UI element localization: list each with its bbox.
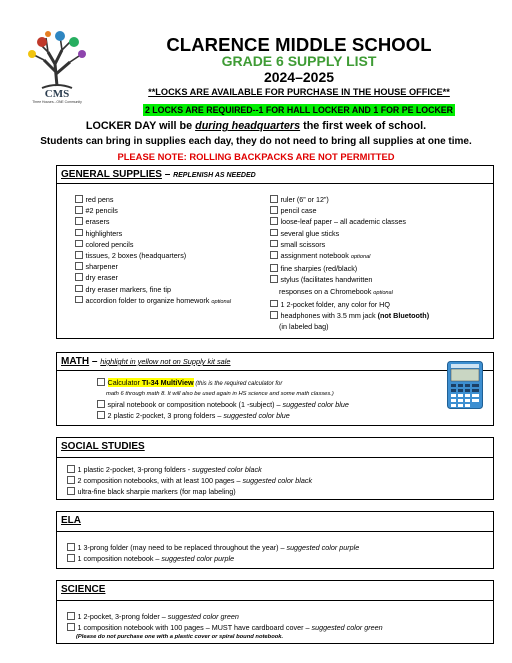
checkbox-icon[interactable] [97, 400, 105, 408]
list-item[interactable]: several glue sticks [270, 228, 429, 239]
ela-title: ELA [61, 515, 81, 526]
svg-text:CMS: CMS [44, 88, 70, 100]
list-item[interactable]: dry eraser markers, fine tip [75, 284, 231, 295]
list-item[interactable]: #2 pencils [75, 205, 231, 216]
checkbox-icon[interactable] [75, 273, 83, 281]
general-supplies-title: GENERAL SUPPLIES – REPLENISH AS NEEDED [61, 169, 256, 180]
checkbox-icon[interactable] [270, 206, 278, 214]
locker-day-note: LOCKER DAY will be during headquarters the first week of school. [85, 120, 427, 132]
calculator-icon [447, 361, 483, 409]
school-name: CLARENCE MIDDLE SCHOOL [166, 34, 432, 55]
social-studies-list [67, 464, 312, 498]
list-item[interactable]: accordion folder to organize homework optional [75, 295, 231, 308]
general-left-list [75, 194, 231, 308]
list-item[interactable]: dry eraser [75, 272, 231, 283]
checkbox-icon[interactable] [270, 311, 278, 319]
checkbox-icon[interactable] [75, 285, 83, 293]
checkbox-icon[interactable] [75, 240, 83, 248]
list-item[interactable]: ultra-fine black sharpie markers (for map labeling) [67, 486, 312, 497]
list-item[interactable]: 1 composition notebook with 100 pages – MUST have cardboard cover – suggested color green [67, 622, 383, 633]
list-item[interactable]: pencil case [270, 205, 429, 216]
list-item[interactable]: 1 3-prong folder (may need to be replaced throughout the year) – suggested color purple [67, 542, 359, 553]
list-item[interactable]: sharpener [75, 261, 231, 272]
school-logo [18, 24, 96, 104]
checkbox-icon[interactable] [75, 296, 83, 304]
checkbox-icon[interactable] [270, 217, 278, 225]
rolling-backpacks-note: PLEASE NOTE: ROLLING BACKPACKS ARE NOT PERMITTED [117, 151, 395, 162]
checkbox-icon[interactable] [75, 262, 83, 270]
list-item[interactable]: erasers [75, 216, 231, 227]
list-item[interactable]: 1 2-pocket folder, any color for HQ [270, 299, 429, 310]
science-title: SCIENCE [61, 584, 106, 595]
list-item[interactable]: red pens [75, 194, 231, 205]
checkbox-icon[interactable] [97, 411, 105, 419]
checkbox-icon[interactable] [75, 217, 83, 225]
tree-logo-icon [18, 24, 96, 104]
science-note: (Please do not purchase one with a plastic cover or spiral bound notebook. [76, 634, 284, 641]
checkbox-icon[interactable] [67, 543, 75, 551]
checkbox-icon[interactable] [270, 195, 278, 203]
grade-title: GRADE 6 SUPPLY LIST [221, 53, 377, 69]
svg-text:Three Houses...ONE Community: Three Houses...ONE Community [32, 100, 82, 104]
headphones-continuation: (in labeled bag) [279, 322, 329, 332]
checkbox-icon[interactable] [270, 251, 278, 259]
checkbox-icon[interactable] [67, 487, 75, 495]
science-list [67, 611, 383, 642]
students-note: Students can bring in supplies each day, they do not need to bring all supplies at one time. [40, 136, 472, 147]
list-item[interactable]: 1 2-pocket, 3-prong folder – suggested color green [67, 611, 383, 622]
calculator-image [447, 361, 483, 409]
list-item[interactable]: 1 composition notebook – suggested color purple [67, 553, 359, 564]
science-section [56, 580, 494, 644]
checkbox-icon[interactable] [67, 612, 75, 620]
math-section [56, 352, 494, 426]
list-item[interactable]: tissues, 2 boxes (headquarters) [75, 250, 231, 261]
checkbox-icon[interactable] [270, 229, 278, 237]
list-item[interactable]: ruler (6” or 12”) [270, 194, 429, 205]
general-right-list [270, 194, 429, 332]
checkbox-icon[interactable] [270, 264, 278, 272]
stylus-continuation: responses on a Chromebook optional [279, 286, 393, 296]
list-item[interactable]: Calculator TI-34 MultiView (this is the required calculator for [97, 377, 349, 390]
list-item[interactable]: loose-leaf paper – all academic classes [270, 216, 429, 227]
checkbox-icon[interactable] [270, 300, 278, 308]
checkbox-icon[interactable] [75, 229, 83, 237]
ela-list [67, 542, 359, 564]
list-item[interactable]: spiral notebook or composition notebook (1 -subject) – suggested color blue [97, 399, 349, 410]
list-item[interactable]: colored pencils [75, 239, 231, 250]
math-list [97, 377, 349, 422]
checkbox-icon[interactable] [67, 476, 75, 484]
ela-section [56, 511, 494, 569]
checkbox-icon[interactable] [75, 206, 83, 214]
checkbox-icon[interactable] [270, 275, 278, 283]
checkbox-icon[interactable] [75, 195, 83, 203]
checkbox-icon[interactable] [270, 240, 278, 248]
list-item[interactable]: highlighters [75, 228, 231, 239]
list-item[interactable]: small scissors [270, 239, 429, 250]
locks-required-note: 2 LOCKS ARE REQUIRED--1 FOR HALL LOCKER AND 1 FOR PE LOCKER [144, 105, 454, 115]
checkbox-icon[interactable] [97, 378, 105, 386]
math-title: MATH – highlight in yellow not on Supply kit sale [61, 356, 231, 367]
checkbox-icon[interactable] [67, 554, 75, 562]
list-item[interactable]: headphones with 3.5 mm jack (not Bluetooth) [270, 310, 429, 321]
list-item[interactable]: 1 plastic 2-pocket, 3-prong folders - suggested color black [67, 464, 312, 475]
calculator-note: math 6 through math 8. It will also be used again in HS science and some math classes.) [106, 391, 334, 398]
checkbox-icon[interactable] [67, 465, 75, 473]
locks-available-note: **LOCKS ARE AVAILABLE FOR PURCHASE IN THE HOUSE OFFICE** [148, 87, 450, 97]
general-supplies-section [56, 165, 494, 339]
list-item[interactable]: fine sharpies (red/black) [270, 263, 429, 274]
list-item[interactable]: assignment notebook optional [270, 250, 429, 263]
social-studies-section [56, 437, 494, 500]
list-item[interactable]: 2 composition notebooks, with at least 100 pages – suggested color black [67, 475, 312, 486]
social-studies-title: SOCIAL STUDIES [61, 441, 145, 452]
checkbox-icon[interactable] [67, 623, 75, 631]
list-item[interactable]: stylus (facilitates handwritten [270, 274, 429, 285]
checkbox-icon[interactable] [75, 251, 83, 259]
school-year: 2024–2025 [263, 69, 335, 85]
list-item[interactable]: 2 plastic 2-pocket, 3 prong folders – suggested color blue [97, 410, 349, 421]
